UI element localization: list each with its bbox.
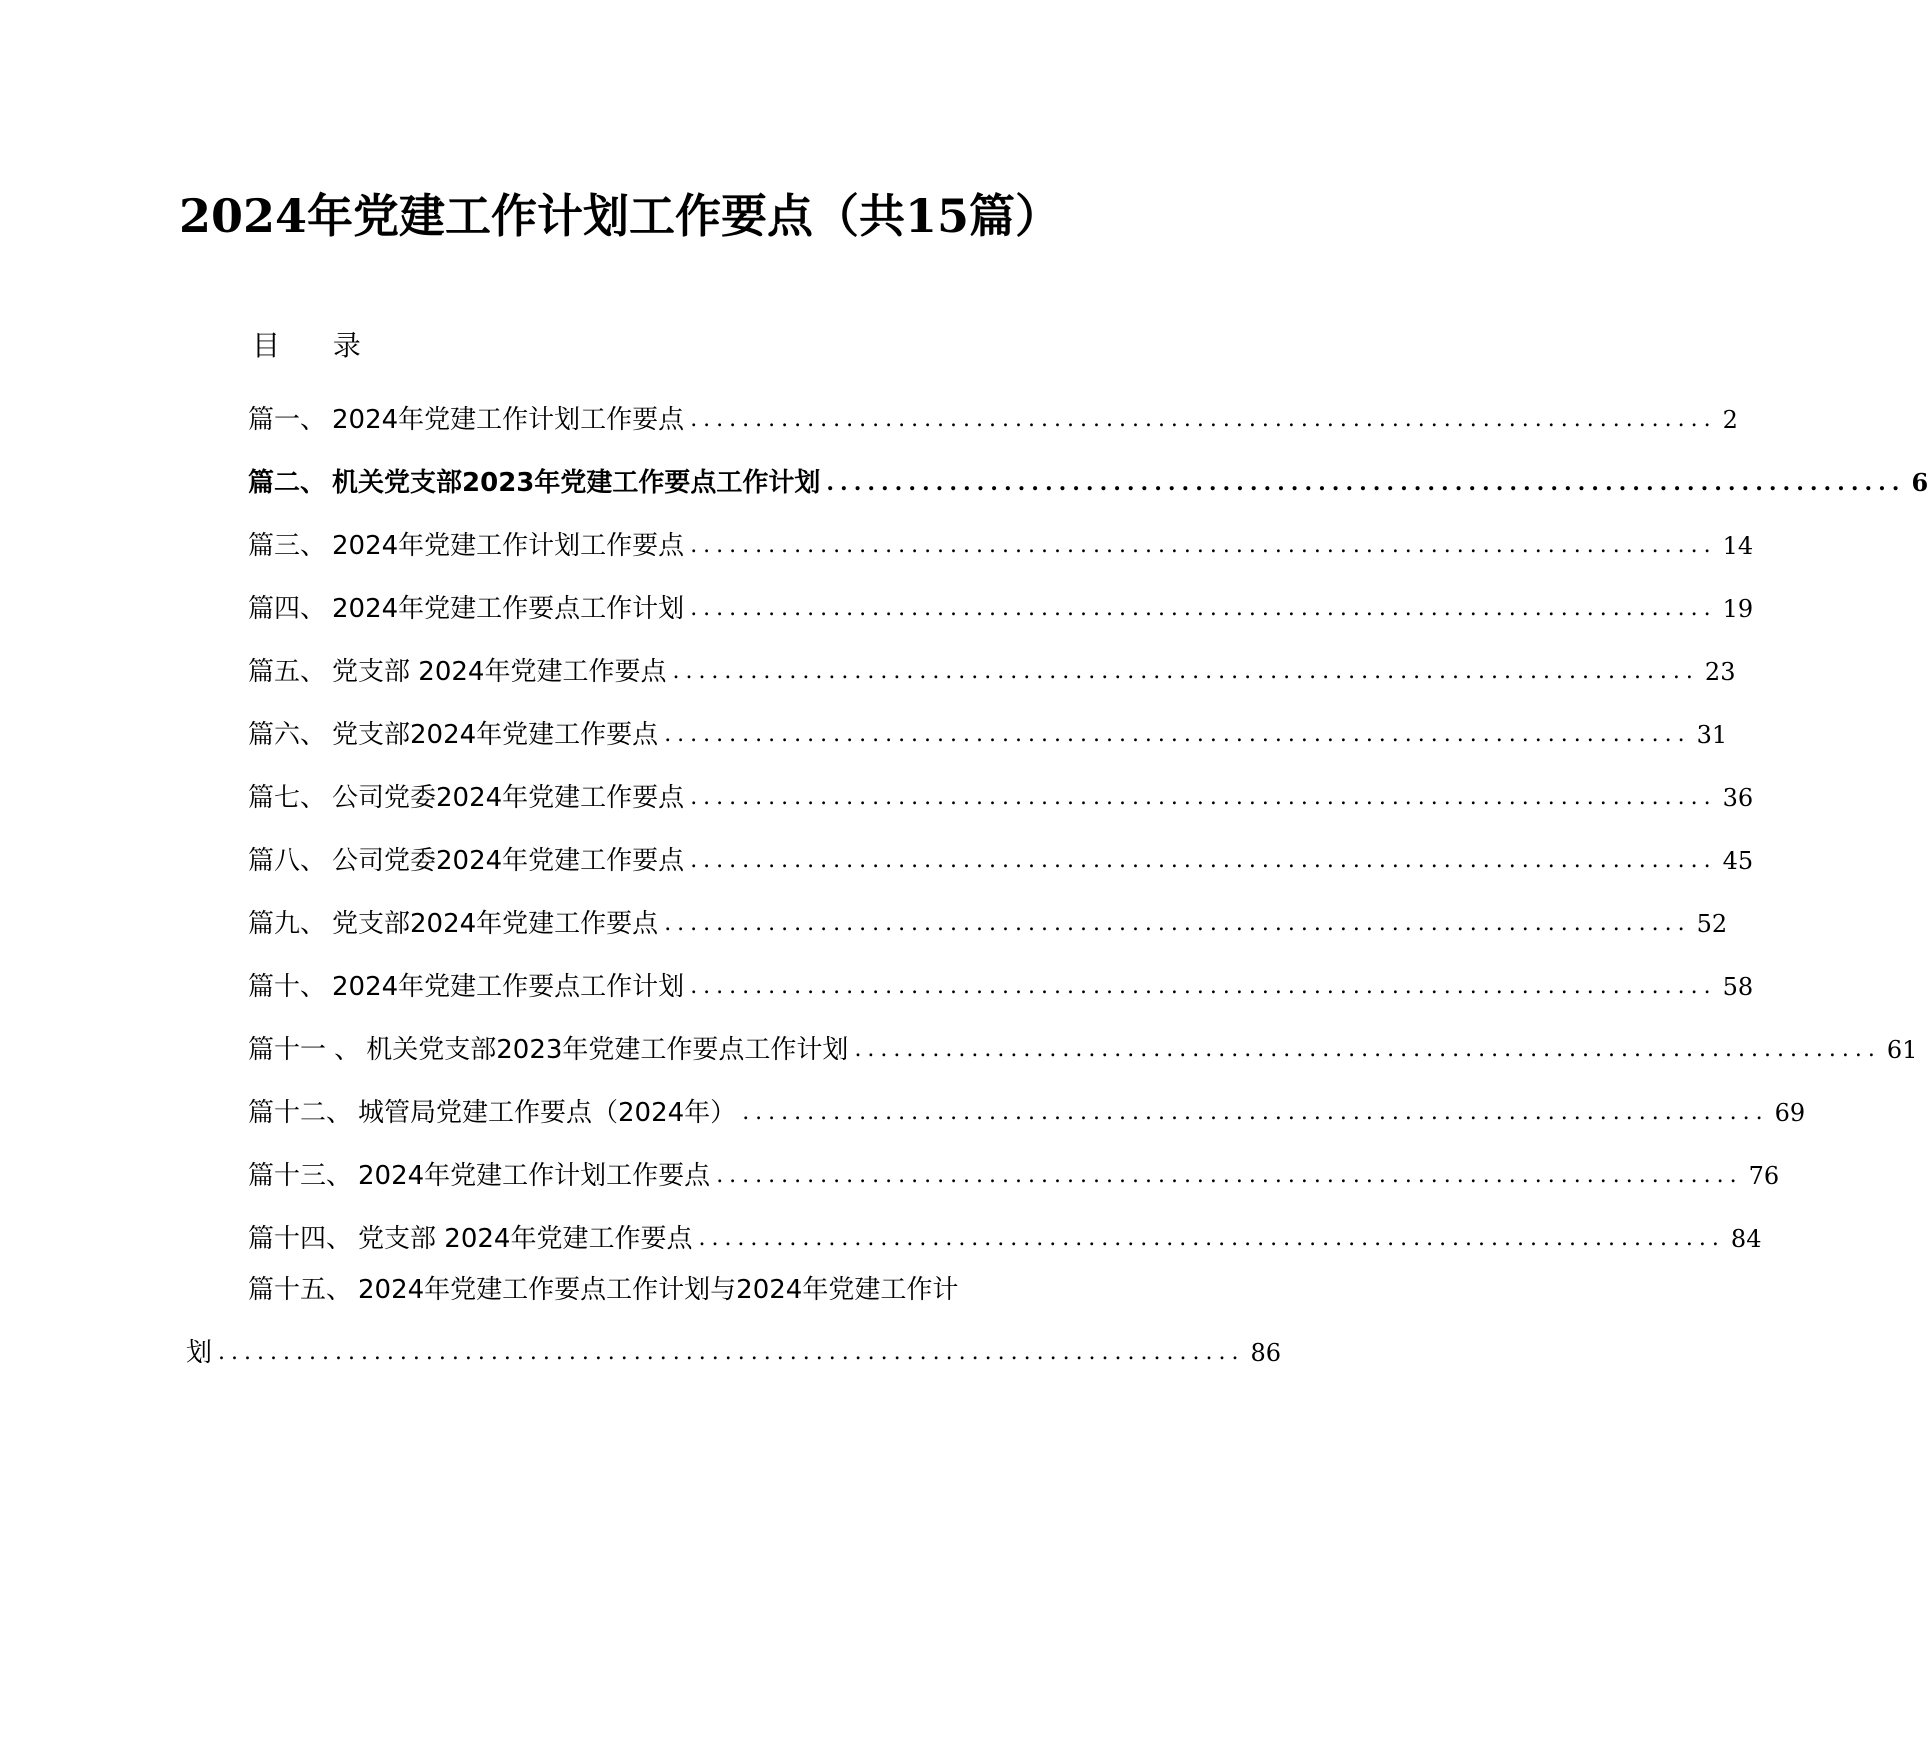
dot-leader: ............................................................................... [218,1339,1245,1365]
dot-leader: ............................................................................... [690,595,1717,621]
dot-leader: ............................................................................... [690,847,1717,873]
document-title: 2024年党建工作计划工作要点（共15篇） [178,189,1062,243]
entry-page-number: 14 [1722,531,1754,560]
entry-title: 党支部 2024年党建工作要点 [358,1223,693,1254]
entry-page-number: 45 [1722,846,1754,875]
entry-title: 城管局党建工作要点（2024年） [358,1097,737,1128]
toc-entry[interactable] [248,892,1728,955]
entry-page-number: 2 [1722,405,1738,434]
toc-entry[interactable] [248,955,1754,1018]
entry-title: 2024年党建工作要点工作计划 [332,971,685,1002]
toc-entry[interactable] [248,514,1754,577]
entry-number: 篇十三、 [248,1160,353,1191]
dot-leader: ............................................................................... [664,910,1691,936]
entry-number: 篇五、 [248,656,327,687]
dot-leader: ............................................................................... [664,721,1691,747]
toc-entry[interactable] [248,1081,1806,1144]
entry-number: 篇八、 [248,845,327,876]
entry-title: 机关党支部2023年党建工作要点工作计划 [332,467,821,498]
dot-leader: ............................................................................... [690,532,1717,558]
toc-heading: 目 录 [252,329,383,362]
entry-page-number: 61 [1886,1035,1918,1064]
entry-title: 2024年党建工作计划工作要点 [332,530,685,561]
dot-leader: ............................................................................... [742,1099,1769,1125]
entry-page-number: 69 [1774,1098,1806,1127]
toc-entry[interactable] [248,640,1736,703]
entry-number: 篇三、 [248,530,327,561]
entry-page-number: 52 [1696,909,1728,938]
entry-page-number: 58 [1722,972,1754,1001]
entry-page-number: 23 [1704,657,1736,686]
toc-entry-second-line [186,1321,1282,1384]
toc-entry[interactable] [248,577,1754,640]
entry-number: 篇六、 [248,719,327,750]
entry-page-number: 19 [1722,594,1754,623]
entry-title: 党支部 2024年党建工作要点 [332,656,667,687]
toc-entry-first-line [186,1258,1048,1321]
entry-number: 篇十二、 [248,1097,353,1128]
entry-title: 公司党委2024年党建工作要点 [332,845,685,876]
entry-number: 篇十五、 [248,1274,353,1305]
entry-page-number: 76 [1748,1161,1780,1190]
entry-title: 党支部2024年党建工作要点 [332,908,659,939]
entry-title: 2024年党建工作要点工作计划与2024年党建工作计 [358,1274,959,1305]
entry-number: 篇十四、 [248,1223,353,1254]
dot-leader: ............................................................................... [672,658,1699,684]
dot-leader: ............................................................................... [716,1162,1743,1188]
toc-entry[interactable] [248,1144,1780,1207]
entry-title: 公司党委2024年党建工作要点 [332,782,685,813]
entry-title: 党支部2024年党建工作要点 [332,719,659,750]
entry-page-number: 31 [1696,720,1728,749]
entry-title: 机关党支部2023年党建工作要点工作计划 [366,1034,849,1065]
toc-entry[interactable] [248,388,1738,451]
dot-leader: ............................................................................... [690,784,1717,810]
dot-leader: ............................................................................... [698,1225,1725,1251]
dot-leader: ............................................................................... [690,973,1717,999]
entry-number: 篇一、 [248,404,327,435]
entry-number: 篇二、 [248,467,327,498]
entry-number: 篇四、 [248,593,327,624]
entry-number: 篇七、 [248,782,327,813]
dot-leader: ............................................................................... [690,406,1717,432]
toc-entry[interactable] [248,451,1928,514]
entry-page-number: 36 [1722,783,1754,812]
entry-page-number: 86 [1250,1338,1282,1367]
toc-entry[interactable] [248,829,1754,892]
entry-number: 篇九、 [248,908,327,939]
entry-page-number: 84 [1730,1224,1762,1253]
toc-entry[interactable] [248,1018,1918,1081]
table-of-contents [248,388,1928,1270]
entry-title: 2024年党建工作计划工作要点 [358,1160,711,1191]
dot-leader: ............................................................................... [854,1036,1881,1062]
entry-number: 篇十、 [248,971,327,1002]
toc-entry[interactable] [248,766,1754,829]
entry-number: 篇十一 、 [248,1034,361,1065]
dot-leader: ............................................................................... [826,469,1906,496]
toc-entry[interactable] [248,703,1728,766]
entry-page-number: 6 [1911,467,1928,497]
entry-title: 2024年党建工作计划工作要点 [332,404,685,435]
entry-title-continued: 划 [186,1337,213,1368]
toc-entry-last[interactable] [186,1258,1282,1384]
entry-title: 2024年党建工作要点工作计划 [332,593,685,624]
